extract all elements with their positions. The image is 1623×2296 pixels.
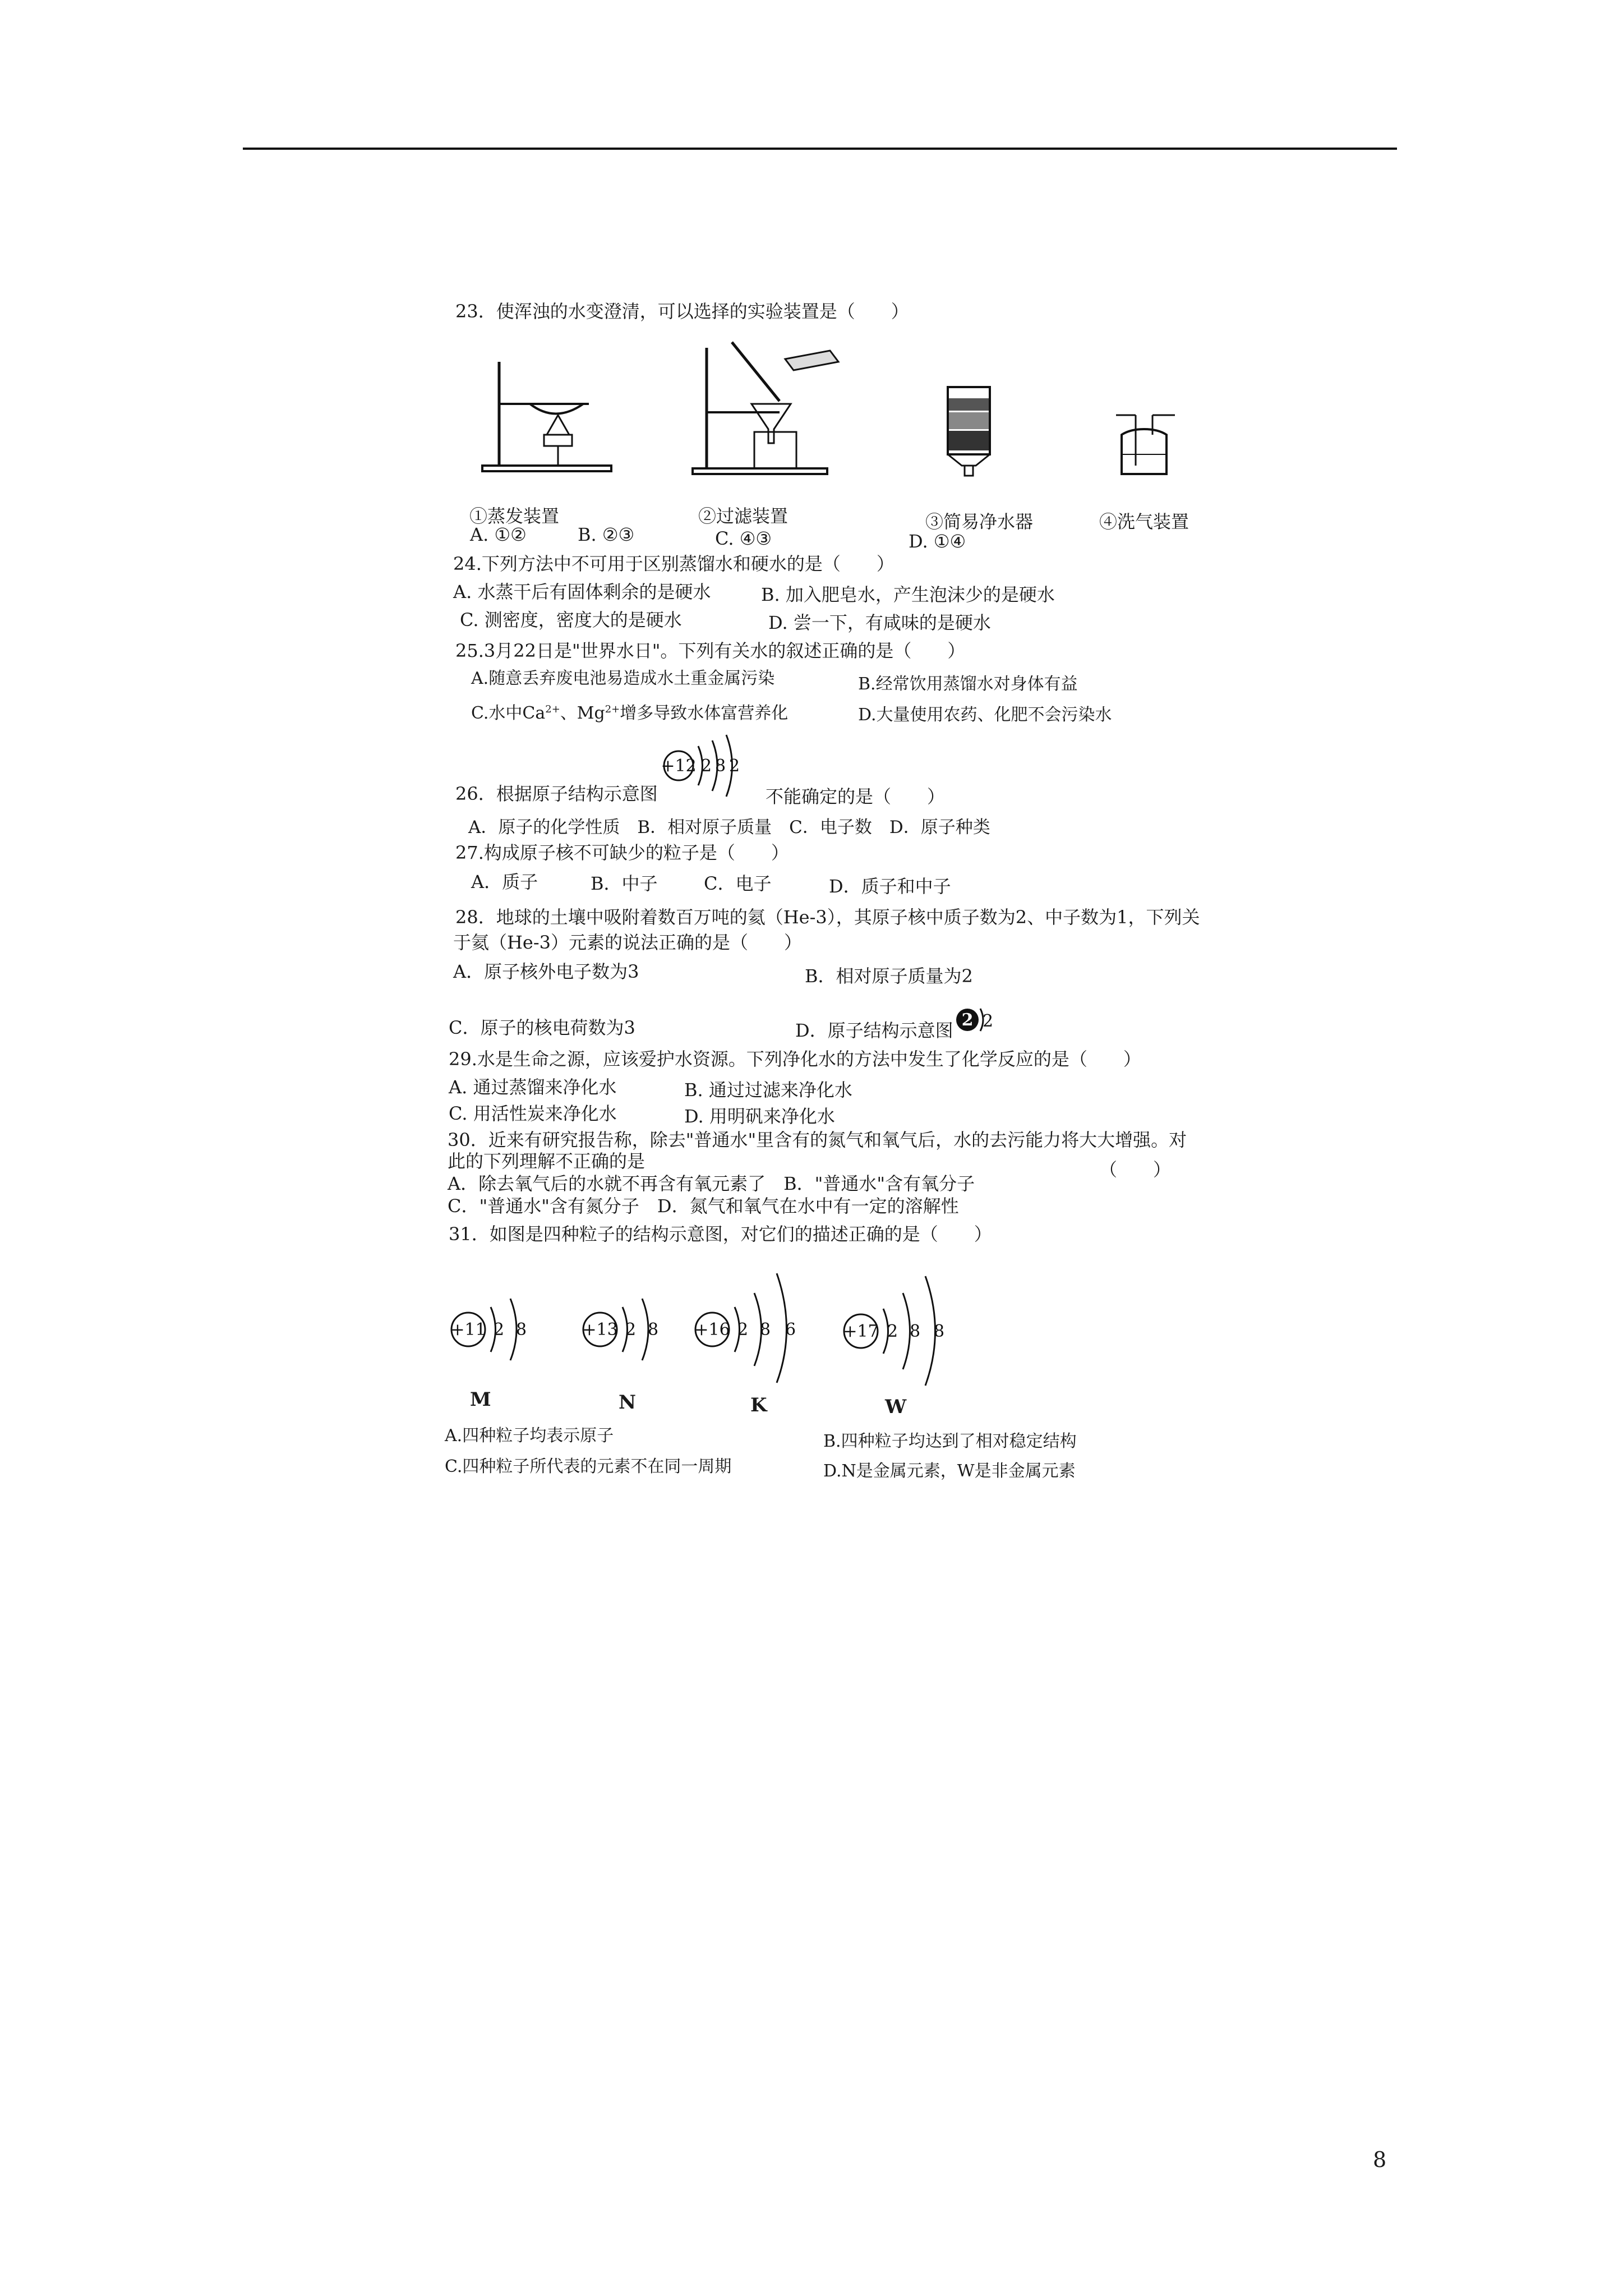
q31-particle-m-diagram [443, 1287, 555, 1372]
q24-option-a: A. 水蒸干后有固体剩余的是硬水 [453, 581, 711, 602]
q29-option-c: C. 用活性炭来净化水 [449, 1103, 617, 1124]
q30-line-2: 此的下列理解不正确的是 [448, 1151, 645, 1172]
q27-option-c: C．电子 [704, 873, 772, 894]
q30-options-ab: A．除去氧气后的水就不再含有氧元素了 B．"普通水"含有氧分子 [448, 1173, 975, 1194]
q31-w-shell-3: 8 [934, 1322, 945, 1341]
q25-option-c: C.水中$Ca^{2+}$、$Mg^{2+}$增多导致水体富营养化 [471, 703, 789, 723]
q25-option-d: D.大量使用农药、化肥不会污染水 [858, 705, 1112, 725]
q30-answer-blank: （ ） [1099, 1159, 1172, 1180]
page-number: 8 [1373, 2147, 1387, 2172]
q31-m-nucleus: +11 [450, 1320, 486, 1340]
q29-option-a: A. 通过蒸馏来净化水 [449, 1076, 617, 1098]
q23-caption-4: ④洗气装置 [1099, 511, 1189, 532]
q31-option-c: C.四种粒子所代表的元素不在同一周期 [445, 1457, 732, 1476]
q24-option-c: C. 测密度，密度大的是硬水 [460, 609, 682, 631]
q26-stem-post: 不能确定的是（ ） [766, 786, 946, 807]
simple-water-purifier-figure [942, 381, 998, 482]
q26-shell-3: 2 [729, 756, 740, 776]
q27-stem: 27.构成原子核不可缺少的粒子是（ ） [455, 842, 789, 863]
q28-shell-label: 2 [983, 1011, 994, 1031]
q28-option-c: C．原子的核电荷数为3 [449, 1017, 635, 1038]
evaporation-apparatus-figure [477, 351, 623, 485]
q26-atom-diagram [662, 729, 757, 802]
q31-label-n: N [619, 1391, 637, 1414]
gas-washing-bottle-figure [1105, 412, 1189, 485]
q23-option-c: C. ④③ [715, 528, 772, 549]
q28-line-1: 28．地球的土壤中吸附着数百万吨的氦（He-3），其原子核中质子数为2、中子数为1，下列关 [455, 907, 1200, 928]
q30-options-cd: C．"普通水"含有氮分子 D．氮气和氧气在水中有一定的溶解性 [448, 1195, 959, 1217]
q29-stem: 29.水是生命之源，应该爱护水资源。下列净化水的方法中发生了化学反应的是（ ） [449, 1048, 1141, 1070]
q29-option-d: D. 用明矾来净化水 [684, 1106, 835, 1127]
q31-m-shell-1: 2 [494, 1320, 505, 1340]
q29-option-b: B. 通过过滤来净化水 [684, 1079, 852, 1101]
q31-particle-n-diagram [575, 1287, 687, 1372]
q31-w-nucleus: +17 [843, 1322, 879, 1341]
q31-m-shell-2: 8 [516, 1320, 527, 1340]
q31-w-shell-1: 2 [887, 1322, 898, 1341]
q28-option-d: D．原子结构示意图 [795, 1020, 953, 1041]
q23-caption-1: ①蒸发装置 [469, 505, 560, 527]
q31-k-shell-1: 2 [737, 1320, 749, 1340]
q25-stem: 25.3月22日是"世界水日"。下列有关水的叙述正确的是（ ） [455, 640, 966, 661]
q31-k-shell-2: 8 [760, 1320, 771, 1340]
q31-particle-k-diagram [687, 1262, 822, 1391]
q31-option-a: A.四种粒子均表示原子 [445, 1426, 614, 1446]
q25-option-b: B.经常饮用蒸馏水对身体有益 [858, 674, 1078, 694]
filtration-apparatus-figure [690, 337, 852, 482]
q23-option-b: B. ②③ [578, 524, 635, 545]
q28-nucleus-label: 2 [961, 1010, 974, 1030]
q23-caption-3: ③简易净水器 [925, 511, 1034, 532]
q31-option-d: D.N是金属元素，W是非金属元素 [823, 1461, 1076, 1481]
q31-n-nucleus: +13 [582, 1320, 618, 1340]
q28-line-2: 于氦（He-3）元素的说法正确的是（ ） [453, 932, 803, 953]
q31-n-shell-2: 8 [648, 1320, 659, 1340]
q30-line-1: 30．近来有研究报告称，除去"普通水"里含有的氮气和氧气后，水的去污能力将大大增强。对 [448, 1129, 1187, 1151]
q23-stem: 23．使浑浊的水变澄清，可以选择的实验装置是（ ） [455, 301, 909, 322]
q31-stem: 31．如图是四种粒子的结构示意图，对它们的描述正确的是（ ） [449, 1223, 992, 1245]
q31-label-k: K [750, 1394, 767, 1416]
q28-option-a: A．原子核外电子数为3 [453, 961, 639, 982]
q26-shell-1: 2 [701, 756, 712, 776]
q26-options: A．原子的化学性质 B．相对原子质量 C．电子数 D．原子种类 [468, 817, 990, 838]
header-rule [243, 148, 1397, 150]
q24-option-d: D. 尝一下，有咸味的是硬水 [768, 612, 991, 633]
q31-label-m: M [470, 1388, 491, 1411]
q23-caption-2: ②过滤装置 [698, 505, 789, 527]
q28-helium-atom-diagram [953, 1004, 1004, 1038]
q31-k-shell-3: 6 [785, 1320, 796, 1340]
q27-option-b: B．中子 [591, 873, 658, 894]
q23-option-d: D. ①④ [909, 531, 966, 552]
q25-option-a: A.随意丢弃废电池易造成水土重金属污染 [471, 669, 775, 688]
q31-option-b: B.四种粒子均达到了相对稳定结构 [823, 1432, 1077, 1451]
q26-nucleus-label: +12 [661, 756, 697, 776]
q26-shell-2: 8 [715, 756, 726, 776]
q31-n-shell-1: 2 [625, 1320, 637, 1340]
q27-option-d: D．质子和中子 [829, 876, 951, 897]
q23-option-a: A. ①② [470, 524, 527, 545]
q26-stem-pre: 26．根据原子结构示意图 [455, 783, 658, 804]
q28-option-b: B．相对原子质量为2 [805, 965, 973, 987]
q24-stem: 24.下列方法中不可用于区别蒸馏水和硬水的是（ ） [453, 553, 895, 574]
q27-option-a: A．质子 [471, 871, 538, 892]
q31-label-w: W [885, 1396, 907, 1418]
q31-w-shell-2: 8 [910, 1322, 921, 1341]
q31-particle-w-diagram [836, 1265, 970, 1394]
q31-k-nucleus: +16 [694, 1320, 730, 1340]
q24-option-b: B. 加入肥皂水，产生泡沫少的是硬水 [761, 584, 1055, 605]
